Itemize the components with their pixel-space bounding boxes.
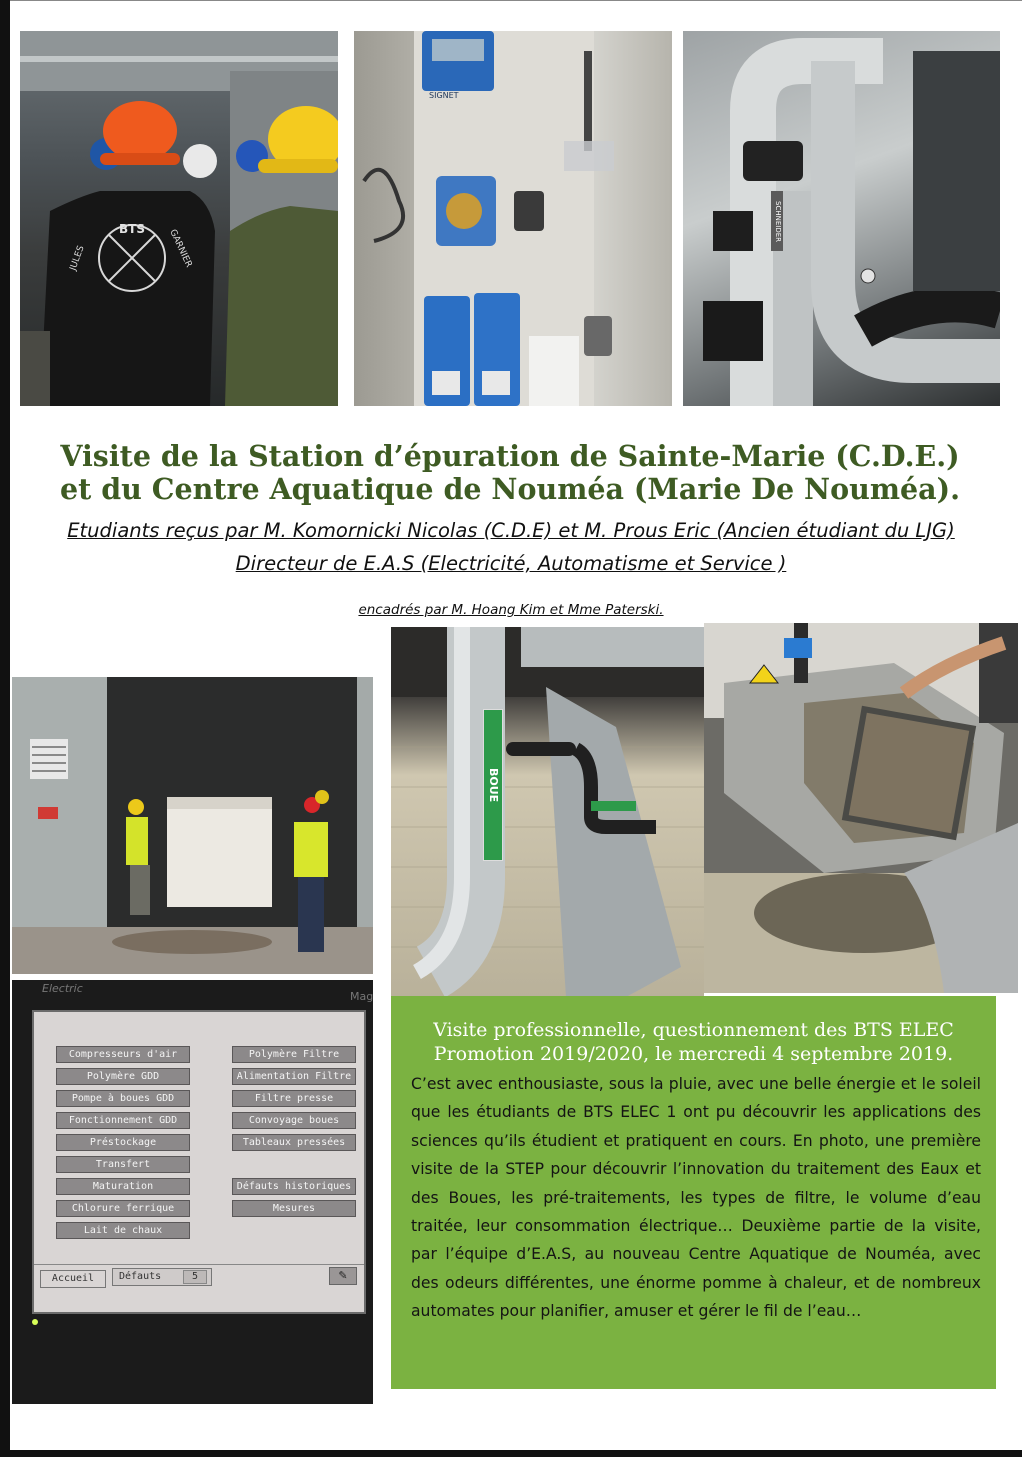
- tshirt-text-garnier: GARNIER: [167, 228, 194, 270]
- subtitle-students-received: Etudiants reçus par M. Komornicki Nicolas (C.D.E) et M. Prous Eric (Ancien étudiant du LJG): [67, 519, 955, 542]
- subtitle-director: Directeur de E.A.S (Electricité, Automatisme et Service ): [235, 552, 787, 575]
- hmi-button-mesures[interactable]: Mesures: [232, 1200, 356, 1217]
- hmi-button-alimentation-filtre[interactable]: Alimentation Filtre: [232, 1068, 356, 1085]
- hmi-button-fonctionnement-gdd[interactable]: Fonctionnement GDD: [56, 1112, 190, 1129]
- photo-students-helmets-image: [20, 31, 338, 406]
- photo-students-helmets: [20, 31, 338, 406]
- photo-hmi-screen: [12, 980, 373, 1404]
- page-frame-top: [10, 0, 1022, 1]
- photo-boue-pipe: [391, 627, 704, 997]
- hmi-button-pompe-boues[interactable]: Pompe à boues GDD: [56, 1090, 190, 1107]
- photo-screen-box-image: [704, 623, 1018, 993]
- photo-dosing-panel-image: [354, 31, 672, 406]
- sensor-label: SCHNEIDER: [774, 201, 782, 242]
- tshirt-text-jules: JULES: [68, 244, 87, 273]
- hmi-defauts-count: 5: [183, 1270, 207, 1284]
- hmi-button-polymere-filtre[interactable]: Polymère Filtre: [232, 1046, 356, 1063]
- visit-info-heading-line-1: Visite professionnelle, questionnement des BTS ELEC: [433, 1019, 954, 1041]
- page-title: [30, 440, 990, 506]
- visit-info-heading: [391, 1018, 996, 1066]
- hmi-tab-accueil[interactable]: Accueil: [40, 1270, 106, 1288]
- hmi-button-lait-de-chaux[interactable]: Lait de chaux: [56, 1222, 190, 1239]
- pipe-label-boue: BOUE: [483, 709, 503, 861]
- hmi-screen: [32, 1010, 366, 1314]
- photo-pipes-image: [683, 31, 1000, 406]
- hmi-edit-icon[interactable]: ✎: [329, 1267, 357, 1285]
- hmi-button-prestockage[interactable]: Préstockage: [56, 1134, 190, 1151]
- hmi-defauts-panel[interactable]: [112, 1268, 212, 1286]
- hmi-button-convoyage-boues[interactable]: Convoyage boues: [232, 1112, 356, 1129]
- photo-building-entrance: [12, 677, 373, 974]
- visit-info-heading-line-2: Promotion 2019/2020, le mercredi 4 septembre 2019.: [433, 1043, 954, 1065]
- hmi-defauts-label: Défauts: [119, 1271, 162, 1282]
- visit-info-body: C’est avec enthousiaste, sous la pluie, avec une belle énergie et le soleil que les étudiants de BTS ELEC 1 ont pu découvrir les applications des sciences qu’ils étudient et pratiquent en cours. En photo, une première visite de la STEP pour découvrir l’innovation du traitement des Eaux et des Boues, les pré-traitements, les types de filtre, le volume d’eau traitée, leur consommation électrique… Deuxième partie de la visite, par l’équipe d’E.A.S, au nouveau Centre Aquatique de Nouméa, avec des odeurs différentes, une énorme pomme à chaleur, et de nombreux automates pour planifier, amuser et gérer le fil de l’eau…: [411, 1075, 981, 1321]
- visit-info-box: [391, 996, 996, 1389]
- title-line-2: et du Centre Aquatique de Nouméa (Marie De Nouméa).: [59, 472, 961, 506]
- title-line-1: Visite de la Station d’épuration de Sainte-Marie (C.D.E.): [60, 439, 960, 473]
- tshirt-text-bts: BTS: [119, 222, 145, 236]
- hmi-button-chlorure-ferrique[interactable]: Chlorure ferrique: [56, 1200, 190, 1217]
- hmi-button-filtre-presse[interactable]: Filtre presse: [232, 1090, 356, 1107]
- page-frame-left: [0, 0, 10, 1457]
- hmi-button-transfert[interactable]: Transfert: [56, 1156, 190, 1173]
- hmi-button-tableaux-pressees[interactable]: Tableaux pressées: [232, 1134, 356, 1151]
- page-frame-bottom: [0, 1450, 1022, 1457]
- hmi-brand: Electric: [42, 982, 83, 995]
- photo-building-entrance-image: [12, 677, 373, 974]
- hmi-status-divider: [34, 1264, 364, 1265]
- photo-dosing-panel: [354, 31, 672, 406]
- photo-pipes-machinery: [683, 31, 1000, 406]
- subtitle-supervisors: encadrés par M. Hoang Kim et Mme Paterski.: [358, 602, 664, 618]
- photo-screen-box: [704, 623, 1018, 993]
- photo-boue-pipe-image: [391, 627, 704, 997]
- panel-brand-label: SIGNET: [429, 91, 459, 100]
- hmi-brand-right: Mag: [350, 990, 373, 1003]
- hmi-button-compresseurs[interactable]: Compresseurs d'air: [56, 1046, 190, 1063]
- hmi-button-defauts-historiques[interactable]: Défauts historiques: [232, 1178, 356, 1195]
- hmi-button-maturation[interactable]: Maturation: [56, 1178, 190, 1195]
- hmi-button-polymere-gdd[interactable]: Polymère GDD: [56, 1068, 190, 1085]
- hmi-power-led: [32, 1319, 38, 1325]
